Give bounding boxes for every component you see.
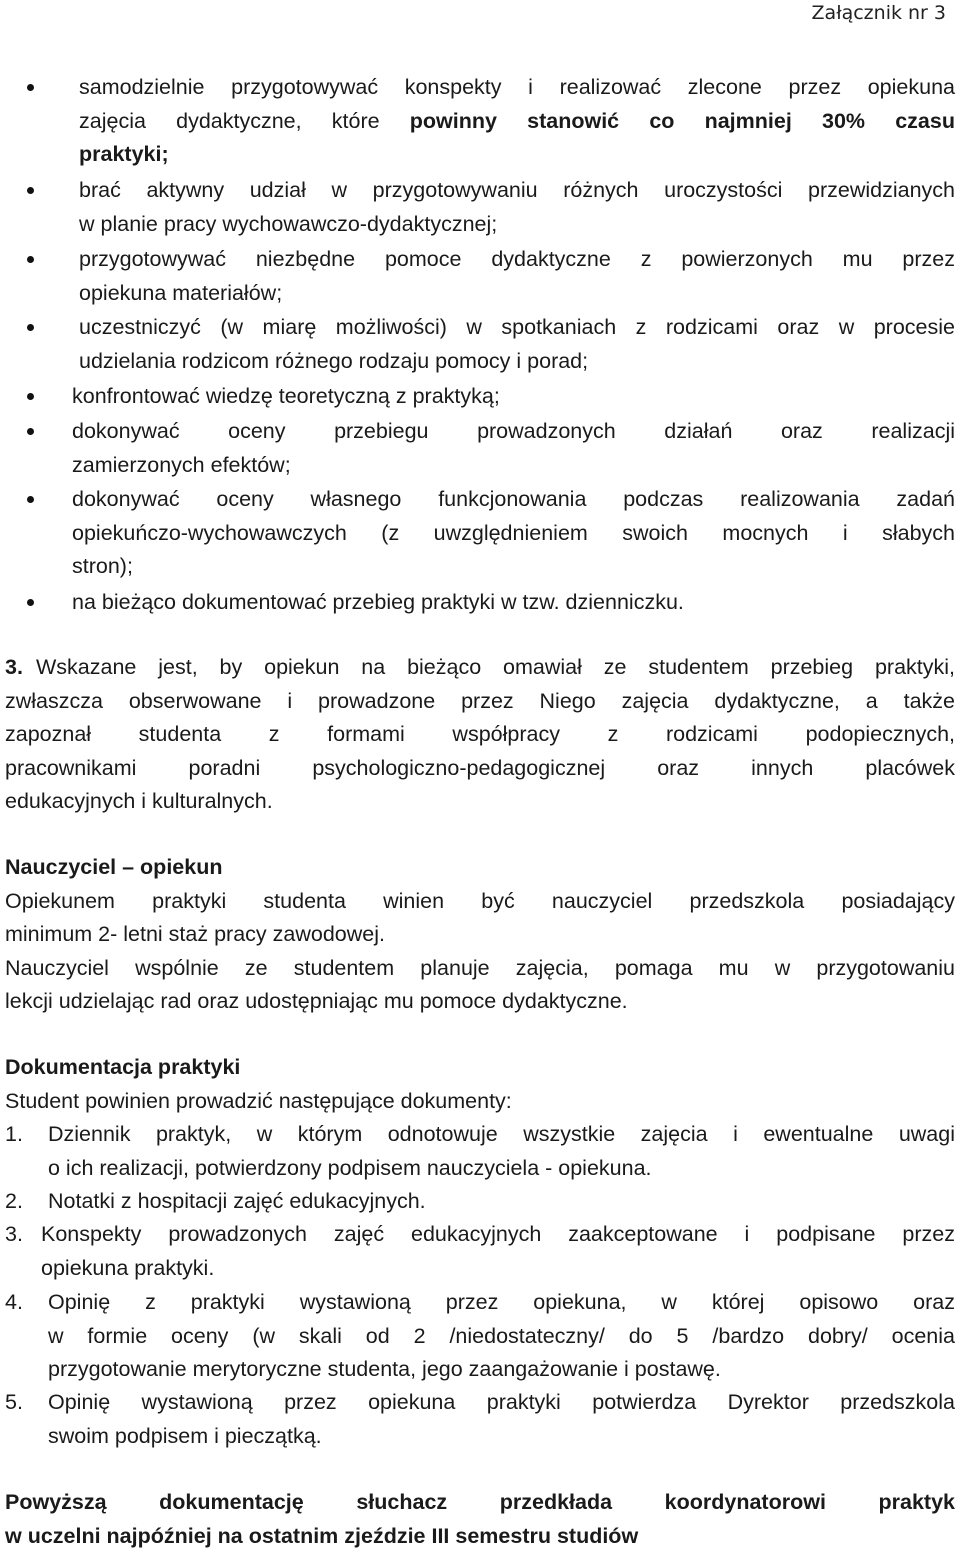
text-line: Dziennik praktyk, w którym odnotowuje wszystkie zajęcia i ewentualne uwagi [48,1118,955,1152]
text-line: Opinię wystawioną przez opiekuna praktyki potwierdza Dyrektor przedszkola [48,1386,955,1420]
section-heading: Dokumentacja praktyki [5,1051,955,1085]
item-number: 4. [5,1286,23,1320]
text-line: dokonywać oceny przebiegu prowadzonych działań oraz realizacji [72,415,955,449]
point-number: 3. [5,651,23,685]
text-line: w uczelni najpóźniej na ostatnim zjeździe III semestru studiów [5,1520,955,1553]
item-number: 5. [5,1386,23,1420]
text-line: stron); [72,550,955,584]
item-number: 2. [5,1185,23,1219]
text-line: pracownikami poradni psychologiczno-pedagogicznej oraz innych placówek [5,752,955,786]
bullet-icon [27,393,34,400]
text-line: konfrontować wiedzę teoretyczną z praktyką; [72,380,955,414]
text-line: przygotowywać niezbędne pomoce dydaktyczne z powierzonych mu przez [79,243,955,277]
attachment-label: Załącznik nr 3 [812,2,946,24]
text-line: minimum 2- letni staż pracy zawodowej. [5,918,955,952]
text-line: zapoznał studenta z formami współpracy z rodzicami podopiecznych, [5,718,955,752]
text-line: Powyższą dokumentację słuchacz przedkłada koordynatorowi praktyk [5,1486,955,1520]
text-line: udzielania rodzicom różnego rodzaju pomocy i porad; [79,345,955,379]
item-number: 3. [5,1218,23,1252]
text-line: samodzielnie przygotowywać konspekty i realizować zlecone przez opiekuna [79,71,955,105]
bold-emphasis: praktyki; [79,138,955,172]
section-intro: Student powinien prowadzić następujące dokumenty: [5,1085,955,1119]
text-line: Nauczyciel wspólnie ze studentem planuje zajęcia, pomaga mu w przygotowaniu [5,952,955,986]
section-heading: Nauczyciel – opiekun [5,851,955,885]
text-line: na bieżąco dokumentować przebieg praktyki w tzw. dzienniczku. [72,586,955,620]
bullet-icon [27,256,34,263]
text-line: w planie pracy wychowawczo-dydaktycznej; [79,208,955,242]
text-line: opiekuńczo-wychowawczych (z uwzględnieniem swoich mocnych i słabych [72,517,955,551]
text-line: opiekuna praktyki. [41,1252,955,1286]
bullet-icon [27,84,34,91]
text-line: zamierzonych efektów; [72,449,955,483]
text-line: zwłaszcza obserwowane i prowadzone przez Niego zajęcia dydaktyczne, a także [5,685,955,719]
bold-emphasis: powinny stanowić co najmniej 30% czasu [410,109,955,133]
text-line: zajęcia dydaktyczne, które powinny stanowić co najmniej 30% czasu [79,105,955,139]
bullet-icon [27,428,34,435]
bullet-icon [27,496,34,503]
text-line: edukacyjnych i kulturalnych. [5,785,955,819]
bullet-icon [27,187,34,194]
text-line: Opinię z praktyki wystawioną przez opiekuna, w której opisowo oraz [48,1286,955,1320]
text-line: opiekuna materiałów; [79,277,955,311]
text-line: uczestniczyć (w miarę możliwości) w spotkaniach z rodzicami oraz w procesie [79,311,955,345]
text-line: w formie oceny (w skali od 2 /niedostateczny/ do 5 /bardzo dobry/ ocenia [48,1320,955,1354]
bullet-icon [27,324,34,331]
text-line: przygotowanie merytoryczne studenta, jego zaangażowanie i postawę. [48,1353,955,1387]
text-line: brać aktywny udział w przygotowywaniu różnych uroczystości przewidzianych [79,174,955,208]
text-line: o ich realizacji, potwierdzony podpisem nauczyciela - opiekuna. [48,1152,955,1186]
item-number: 1. [5,1118,23,1152]
text-line: Notatki z hospitacji zajęć edukacyjnych. [48,1185,955,1219]
text-line: Opiekunem praktyki studenta winien być nauczyciel przedszkola posiadający [5,885,955,919]
bullet-icon [27,599,34,606]
text-line: dokonywać oceny własnego funkcjonowania podczas realizowania zadań [72,483,955,517]
text-line: Wskazane jest, by opiekun na bieżąco omawiał ze studentem przebieg praktyki, [5,651,955,685]
text-line: Konspekty prowadzonych zajęć edukacyjnych zaakceptowane i podpisane przez [41,1218,955,1252]
text-line: lekcji udzielając rad oraz udostępniając mu pomoce dydaktyczne. [5,985,955,1019]
text-line: swoim podpisem i pieczątką. [48,1420,955,1454]
